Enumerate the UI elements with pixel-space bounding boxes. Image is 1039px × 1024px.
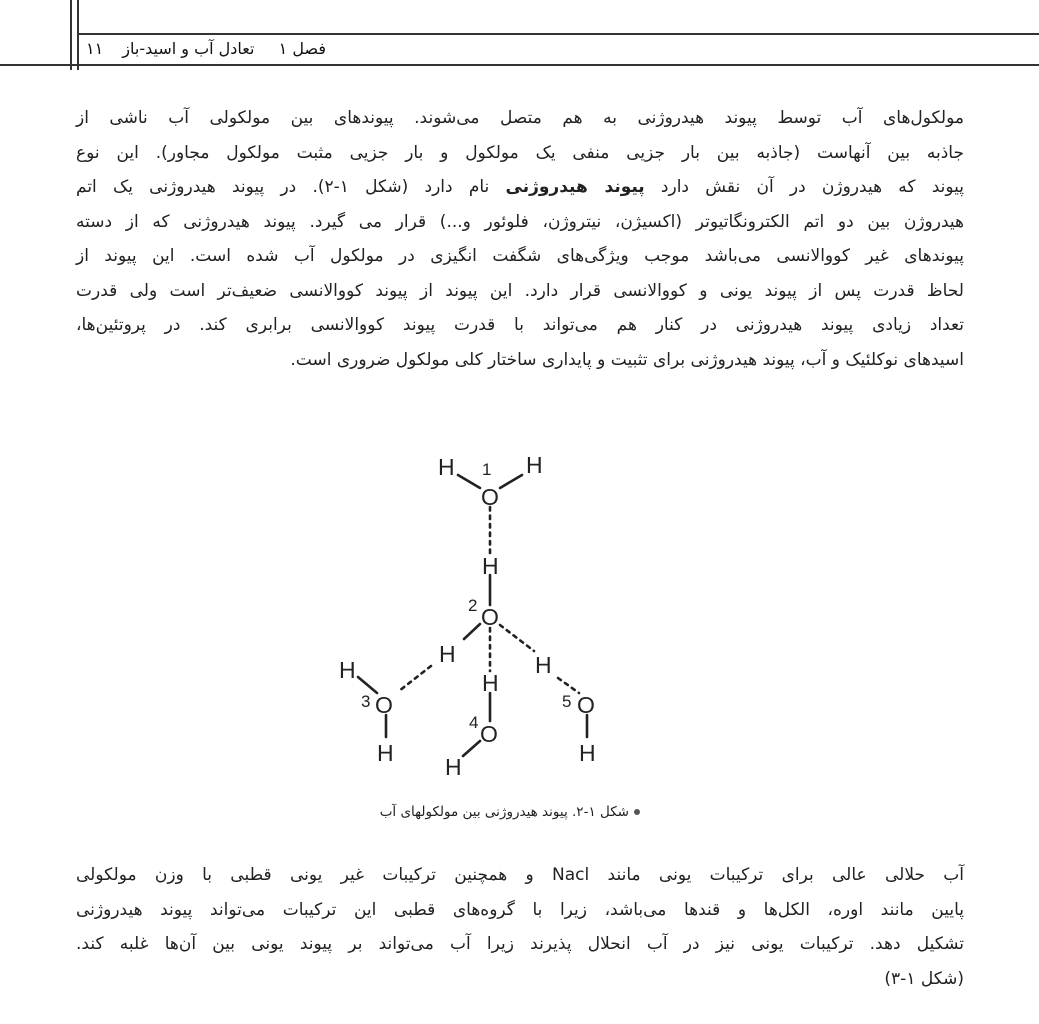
hydrogen-bond [558, 678, 579, 693]
atom-oxygen: O [481, 484, 499, 510]
text-line: آب حلالی عالی برای ترکیبات یونی مانند Nacl و همچنین ترکیبات غیر یونی قطبی با وزن مولکولی [76, 865, 964, 885]
text-line-with-bold-term [76, 170, 964, 205]
atom-hydrogen: H [482, 553, 499, 579]
water-molecules-diagram [330, 445, 660, 790]
molecule-label: 1 [482, 460, 492, 479]
covalent-bond [358, 677, 377, 693]
molecule-label: 4 [469, 713, 479, 732]
paragraph-hydrogen-bond [76, 101, 964, 377]
text-line: جاذبه بین آنهاست (جاذبه بین بار جزیی منفی یک مولکول و بار جزیی مثبت مولکول مجاور). این نوع [76, 142, 964, 163]
covalent-bond [500, 475, 522, 488]
text-line: تعداد زیادی پیوند هیدروژنی در کنار هم می‌تواند با قدرت پیوند کووالانسی برابری کند. در پروتئین‌ها، [76, 315, 964, 335]
text-line: لحاظ قدرت پس از پیوند یونی و کووالانسی قرار دارد. این پیوند از پیوند کووالانسی ضعیف‌تر است ولی قدرت [76, 280, 964, 301]
page-number: ۱۱ [86, 39, 104, 58]
atom-hydrogen: H [535, 652, 552, 678]
atom-hydrogen: H [445, 754, 462, 780]
atom-oxygen: O [481, 604, 499, 630]
molecule-label: 5 [562, 692, 572, 711]
figure-water-hydrogen-bonds [330, 445, 660, 794]
running-header [86, 38, 326, 60]
atom-hydrogen: H [339, 657, 356, 683]
covalent-bond [464, 624, 480, 639]
chapter-title: تعادل آب و اسید-باز [122, 39, 255, 58]
text-line: پیوندهای غیر کووالانسی می‌باشد موجب ویژگی‌های شگفت انگیزی در مولکول آب شده است. این پیوند از [76, 246, 964, 266]
atom-oxygen: O [577, 692, 595, 718]
header-rule-vertical-inner [77, 0, 79, 70]
atom-oxygen: O [375, 692, 393, 718]
header-rule-bottom [0, 64, 1039, 66]
bullet-icon [634, 809, 640, 815]
text-run: پیوند که هیدروژن در آن نقش دارد [644, 177, 964, 197]
atom-hydrogen: H [438, 454, 455, 480]
figure-caption [300, 804, 640, 820]
hydrogen-bond [399, 666, 431, 691]
text-run: نام دارد (شکل ۱-۲). در پیوند هیدروژنی یک اتم [76, 177, 506, 197]
atom-hydrogen: H [439, 641, 456, 667]
text-line: مولکول‌های آب توسط پیوند هیدروژنی به هم متصل می‌شوند. پیوندهای بین مولکولی آب ناشی از [76, 108, 964, 128]
atom-hydrogen: H [526, 452, 543, 478]
atom-hydrogen: H [377, 740, 394, 766]
text-line: پایین مانند اوره، الکل‌ها و قندها می‌باشد، زیرا با گروه‌های قطبی این ترکیبات می‌تواند پیوند هیدروژنی [76, 899, 964, 920]
atom-hydrogen: H [482, 670, 499, 696]
paragraph-water-solvent [76, 858, 964, 996]
atom-oxygen: O [480, 721, 498, 747]
text-line: تشکیل دهد. ترکیبات یونی نیز در آب انحلال پذیرند زیرا آب می‌تواند بر پیوند یونی بین آن‌ها غلبه کند. [76, 934, 964, 954]
molecule-label: 3 [361, 692, 371, 711]
covalent-bond [458, 475, 480, 488]
text-line: اسیدهای نوکلئیک و آب، پیوند هیدروژنی برای تثبیت و پایداری ساختار کلی مولکول ضروری است. [290, 349, 964, 370]
covalent-bond [463, 741, 480, 756]
molecule-label: 2 [468, 596, 478, 615]
chapter-label: فصل ۱ [278, 39, 326, 58]
text-line: هیدروژن بین دو اتم الکترونگاتیوتر (اکسیژن، نیتروژن، فلوئور و...) قرار می گیرد. پیوند هیدروژنی که از دسته [76, 211, 964, 232]
atom-hydrogen: H [579, 740, 596, 766]
bold-term: پیوند هیدروژنی [505, 177, 645, 197]
header-rule-vertical-outer [70, 0, 72, 70]
hydrogen-bond [500, 625, 534, 651]
text-line: (شکل ۱-۳) [884, 968, 964, 989]
header-rule-top [77, 33, 1039, 35]
caption-text: شکل ۱-۲. پیوند هیدروژنی بین مولکولهای آب [379, 804, 629, 820]
